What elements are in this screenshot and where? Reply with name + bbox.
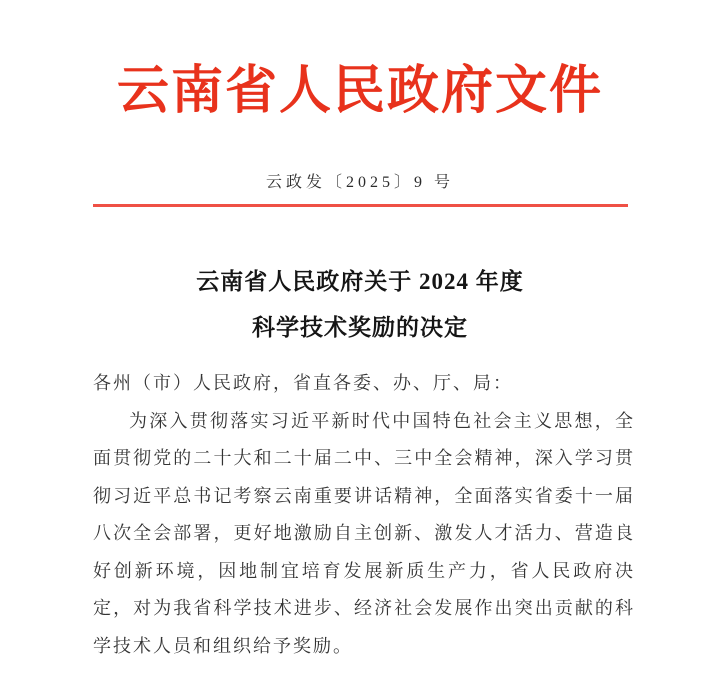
salutation-line: 各州（市）人民政府，省直各委、办、厅、局：	[93, 373, 513, 393]
agency-masthead-title: 云南省人民政府文件	[116, 63, 603, 120]
document-title-line-2: 科学技术奖励的决定	[252, 315, 468, 340]
document-title-line-1: 云南省人民政府关于 2024 年度	[196, 269, 524, 294]
document-reference-number: 云政发〔2025〕9 号	[265, 174, 454, 191]
body-paragraph: 为深入贯彻落实习近平新时代中国特色社会主义思想，全面贯彻党的二十大和二十届二中、三中全会精神，深入学习贯彻习近平总书记考察云南重要讲话精神，全面落实省委十一届八次全会部署，更好地激励自主创新、激发人才活力、营造良好创新环境，因地制宜培育发展新质生产力，省人民政府决定，对为我省科学技术进步、经济社会发展作出突出贡献的科学技术人员和组织给予奖励。	[93, 410, 635, 656]
document-body	[93, 365, 635, 665]
document-title	[0, 259, 720, 351]
masthead-red-divider	[93, 204, 628, 207]
